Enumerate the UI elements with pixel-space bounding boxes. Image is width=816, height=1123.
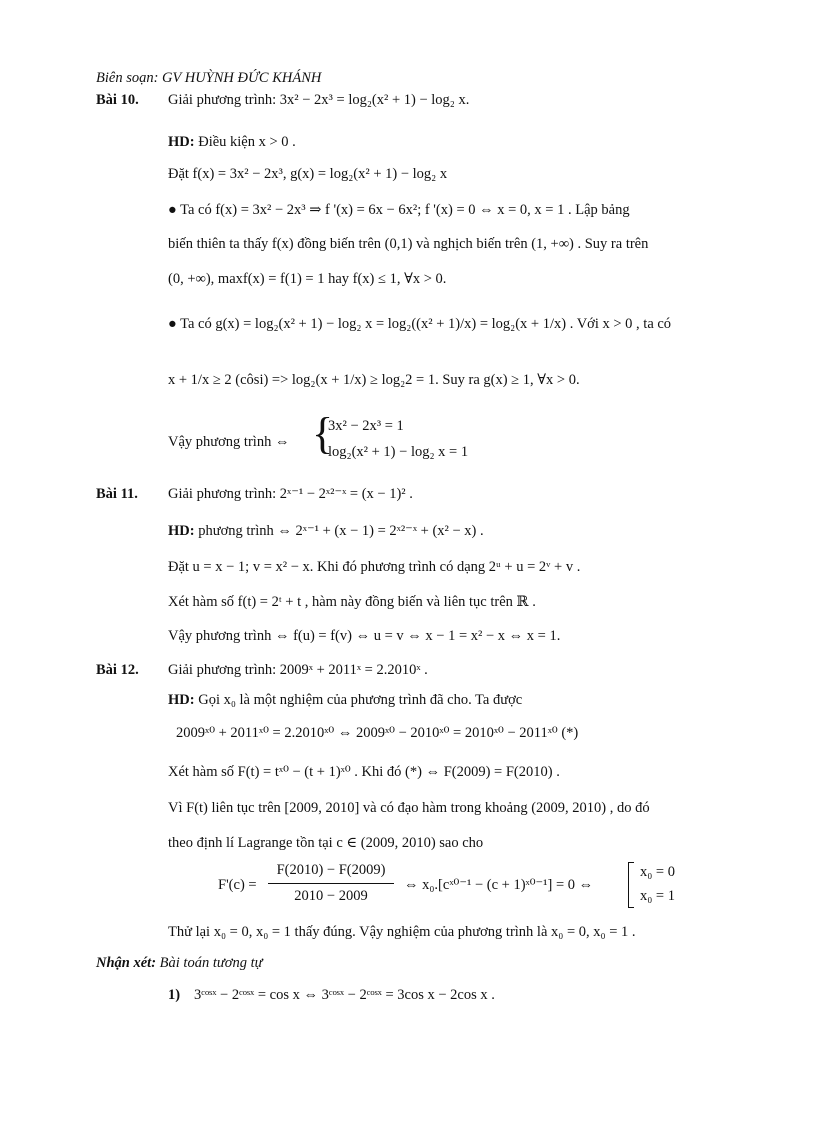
- bai11-conclude: Vậy phương trình ⇔ f(u) = f(v) ⇔ u = v ⇔ x − 1 = x² − x ⇔ x = 1.: [168, 628, 561, 644]
- bai10-p1-line1: ● Ta có f(x) = 3x² − 2x³ ⇒ f '(x) = 6x − 6x²; f '(x) = 0 ⇔ x = 0, x = 1 . Lập bảng: [168, 202, 630, 218]
- root-1: x₀ = 0: [640, 864, 675, 880]
- bai10-set: Đặt f(x) = 3x² − 2x³, g(x) = log₂(x² + 1) − log₂ x: [168, 166, 448, 182]
- bai10-conclude: Vậy phương trình ⇔: [168, 434, 290, 450]
- lagrange-denominator: 2010 − 2009: [294, 888, 368, 904]
- fraction-bar: [268, 883, 394, 884]
- lagrange-derivative: ⇔ x₀.[cˣ⁰⁻¹ − (c + 1)ˣ⁰⁻¹] = 0 ⇔: [404, 877, 594, 893]
- bai12-label: Bài 12.: [96, 662, 139, 678]
- roots-bracket: [628, 862, 634, 908]
- root-2: x₀ = 1: [640, 888, 675, 904]
- bai11-label: Bài 11.: [96, 486, 138, 502]
- bai10-p1-line3: (0, +∞), maxf(x) = f(1) = 1 hay f(x) ≤ 1, ∀x > 0.: [168, 271, 447, 287]
- bai12-func: Xét hàm số F(t) = tˣ⁰ − (t + 1)ˣ⁰ . Khi đó (*) ⇔ F(2009) = F(2010) .: [168, 764, 560, 780]
- bai11-func: Xét hàm số f(t) = 2ᵗ + t , hàm này đồng biến và liên tục trên ℝ .: [168, 594, 536, 610]
- hd-text: phương trình ⇔ 2ˣ⁻¹ + (x − 1) = 2ˣ²⁻ˣ + (x² − x) .: [194, 523, 484, 539]
- bai12-vi-line2: theo định lí Lagrange tồn tại c ∈ (2009, 2010) sao cho: [168, 835, 484, 851]
- bai12-vi-line1: Vì F(t) liên tục trên [2009, 2010] và có đạo hàm trong khoảng (2009, 2010) , do đó: [168, 800, 650, 816]
- remark-label: Nhận xét:: [96, 955, 157, 971]
- hd-label: HD:: [168, 523, 195, 539]
- bai10-label: Bài 10.: [96, 92, 139, 108]
- hd-label: HD:: [168, 692, 195, 708]
- hd-text: Gọi x₀ là một nghiệm của phương trình đã cho. Ta được: [194, 692, 523, 708]
- bai10-p2-line2: x + 1/x ≥ 2 (côsi) => log₂(x + 1/x) ≥ log₂2 = 1. Suy ra g(x) ≥ 1, ∀x > 0.: [168, 372, 580, 388]
- remark-item-number: 1): [168, 987, 181, 1003]
- bai12-equation: 2009ˣ⁰ + 2011ˣ⁰ = 2.2010ˣ⁰ ⇔ 2009ˣ⁰ − 2010ˣ⁰ = 2010ˣ⁰ − 2011ˣ⁰ (*): [176, 725, 579, 741]
- bai11-hint: [168, 521, 484, 541]
- bai10-problem: Giải phương trình: 3x² − 2x³ = log₂(x² + 1) − log₂ x.: [168, 92, 470, 108]
- system-eq-2: log₂(x² + 1) − log₂ x = 1: [328, 444, 469, 460]
- lagrange-lhs: F'(c) =: [218, 877, 257, 893]
- lagrange-numerator: F(2010) − F(2009): [276, 862, 386, 878]
- remark-text: Bài toán tương tự: [156, 955, 263, 971]
- remark-item: 3ᶜᵒˢˣ − 2ᶜᵒˢˣ = cos x ⇔ 3ᶜᵒˢˣ − 2ᶜᵒˢˣ = 3cos x − 2cos x .: [194, 987, 495, 1003]
- bai12-check: Thử lại x₀ = 0, x₀ = 1 thấy đúng. Vậy nghiệm của phương trình là x₀ = 0, x₀ = 1 .: [168, 924, 636, 940]
- bai10-p1-line2: biến thiên ta thấy f(x) đồng biến trên (0,1) và nghịch biến trên (1, +∞) . Suy ra trên: [168, 236, 649, 252]
- remark: [96, 953, 263, 973]
- bai12-problem: Giải phương trình: 2009ˣ + 2011ˣ = 2.2010ˣ .: [168, 662, 428, 678]
- bai11-set: Đặt u = x − 1; v = x² − x. Khi đó phương trình có dạng 2ᵘ + u = 2ᵛ + v .: [168, 559, 581, 575]
- system-brace: {: [312, 409, 334, 458]
- hd-label: HD:: [168, 134, 195, 150]
- bai11-problem: Giải phương trình: 2ˣ⁻¹ − 2ˣ²⁻ˣ = (x − 1)² .: [168, 486, 413, 502]
- bai12-hint: [168, 690, 522, 710]
- bai10-hint: [168, 132, 296, 152]
- bai10-p2-line1: ● Ta có g(x) = log₂(x² + 1) − log₂ x = log₂((x² + 1)/x) = log₂(x + 1/x) . Với x > 0 , ta có: [168, 316, 672, 332]
- header-author: Biên soạn: GV HUỲNH ĐỨC KHÁNH: [96, 70, 322, 86]
- system-eq-1: 3x² − 2x³ = 1: [328, 418, 404, 434]
- hd-text: Điều kiện x > 0 .: [194, 134, 296, 150]
